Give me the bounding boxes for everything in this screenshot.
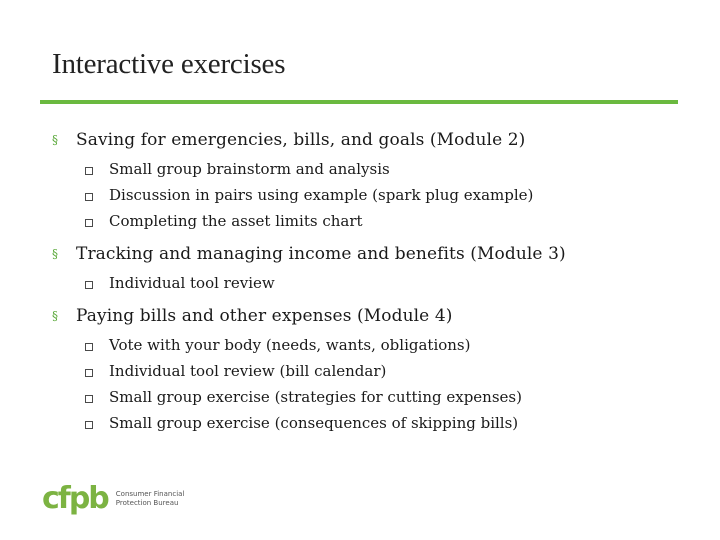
hollow-square-bullet-icon <box>85 167 93 175</box>
section-heading: Tracking and managing income and benefits (Module 3) <box>76 244 566 264</box>
section-module-2 <box>52 124 682 234</box>
list-item <box>52 182 682 208</box>
hollow-square-bullet-icon <box>85 369 93 377</box>
sub-list <box>52 156 682 234</box>
list-item <box>52 358 682 384</box>
section-heading-row <box>52 124 682 156</box>
list-item-text: Small group brainstorm and analysis <box>109 160 390 178</box>
cfpb-logo-mark: cfpb <box>42 481 108 516</box>
sub-list <box>52 332 682 436</box>
sub-list <box>52 270 682 296</box>
title-divider <box>40 100 678 104</box>
list-item <box>52 410 682 436</box>
section-heading-row <box>52 238 682 270</box>
list-item <box>52 156 682 182</box>
hollow-square-bullet-icon <box>85 193 93 201</box>
list-item <box>52 384 682 410</box>
cfpb-logo-wordmark <box>116 490 185 508</box>
logo-line-2: Protection Bureau <box>115 499 179 507</box>
square-bullet-icon: § <box>52 309 58 323</box>
bullet-list <box>52 124 682 440</box>
list-item-text: Individual tool review <box>109 274 275 292</box>
list-item-text: Small group exercise (consequences of skipping bills) <box>109 414 519 432</box>
slide-title: Interactive exercises <box>52 48 286 80</box>
list-item-text: Individual tool review (bill calendar) <box>109 362 387 380</box>
list-item <box>52 208 682 234</box>
hollow-square-bullet-icon <box>85 343 93 351</box>
hollow-square-bullet-icon <box>85 421 93 429</box>
list-item-text: Small group exercise (strategies for cutting expenses) <box>109 388 522 406</box>
cfpb-logo <box>42 481 185 516</box>
section-module-3 <box>52 238 682 296</box>
list-item <box>52 270 682 296</box>
logo-line-1: Consumer Financial <box>115 490 185 498</box>
hollow-square-bullet-icon <box>85 395 93 403</box>
list-item-text: Vote with your body (needs, wants, obligations) <box>109 336 471 354</box>
list-item-text: Discussion in pairs using example (spark plug example) <box>109 186 534 204</box>
section-heading-row <box>52 300 682 332</box>
square-bullet-icon: § <box>52 133 58 147</box>
hollow-square-bullet-icon <box>85 281 93 289</box>
list-item-text: Completing the asset limits chart <box>109 212 363 230</box>
list-item <box>52 332 682 358</box>
hollow-square-bullet-icon <box>85 219 93 227</box>
square-bullet-icon: § <box>52 247 58 261</box>
section-heading: Saving for emergencies, bills, and goals (Module 2) <box>76 130 526 150</box>
section-module-4 <box>52 300 682 436</box>
section-heading: Paying bills and other expenses (Module 4) <box>76 306 453 326</box>
